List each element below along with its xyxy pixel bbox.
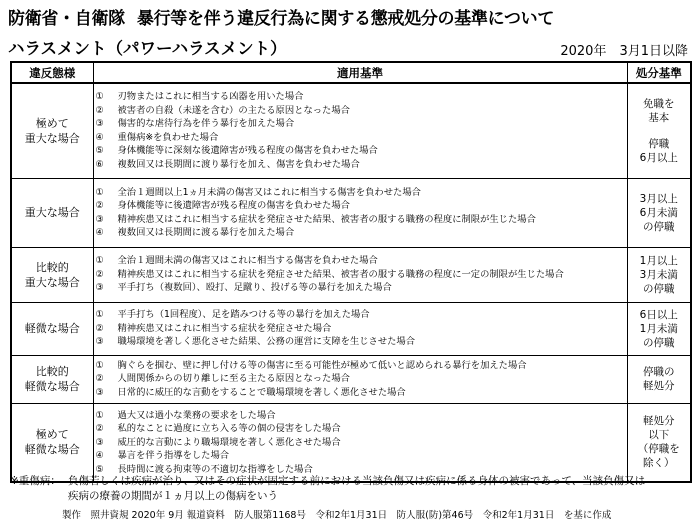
criteria-number: ① xyxy=(95,91,104,103)
penalty-line: 軽処分 xyxy=(643,415,675,428)
criteria-text: 暴言を伴う指導をした場合 xyxy=(117,450,230,461)
criteria-number: ① xyxy=(95,186,104,198)
table-body xyxy=(11,83,691,482)
category-line: 極めて xyxy=(35,428,69,442)
criteria-item xyxy=(94,322,627,336)
criteria-list xyxy=(93,403,627,482)
criteria-item xyxy=(94,199,627,213)
criteria-item xyxy=(94,386,627,400)
page-title xyxy=(8,4,698,29)
penalty-standard xyxy=(627,178,691,247)
table-row xyxy=(11,355,691,403)
category-line: 軽微な場合 xyxy=(24,443,80,457)
criteria-text: 全治１週間以上1ヵ月未満の傷害又はこれに相当する傷害を負わせた場合 xyxy=(117,186,421,198)
category-line: 重大な場合 xyxy=(24,131,80,145)
criteria-list xyxy=(93,247,627,302)
criteria-item xyxy=(94,144,627,158)
col-header-criteria: 適用基準 xyxy=(93,62,627,83)
penalty-line: （停職を xyxy=(637,443,680,456)
penalty-standard xyxy=(627,403,691,482)
penalty-standard xyxy=(627,83,691,178)
criteria-text: 複数回又は長期間に渡り暴行を加え、傷害を負わせた場合 xyxy=(117,158,360,170)
criteria-item xyxy=(94,226,627,240)
category-line: 軽微な場合 xyxy=(24,322,80,335)
penalty-line: 免職を xyxy=(643,97,675,110)
criteria-item xyxy=(94,281,627,295)
criteria-item xyxy=(94,90,627,104)
footnote xyxy=(10,474,695,504)
violation-category xyxy=(11,247,93,302)
criteria-number: ③ xyxy=(95,336,104,348)
criteria-number: ① xyxy=(95,359,104,371)
penalty-line: 1月未満 xyxy=(639,322,678,335)
page-subtitle: ハラスメント（パワーハラスメント） xyxy=(8,39,287,58)
penalty-line: 3月未満 xyxy=(639,268,678,281)
criteria-number: ③ xyxy=(95,386,104,398)
penalty-line: 6月未満 xyxy=(639,206,678,219)
discipline-table xyxy=(10,61,692,483)
penalty-line: 6日以上 xyxy=(639,308,678,321)
category-line: 極めて xyxy=(35,116,69,130)
penalty-line: 停職の xyxy=(643,366,675,378)
violation-category xyxy=(11,355,93,403)
criteria-item xyxy=(94,268,627,282)
criteria-text: 人間関係からの切り離しに至る主たる原因となった場合 xyxy=(117,373,350,385)
criteria-text: 傷害的な虐待行為を伴う暴行を加えた場合 xyxy=(117,118,295,130)
category-line: 比較的 xyxy=(35,260,69,274)
criteria-text: 精神疾患又はこれに相当する症状を発症させた結果、被害者の服する職務の程度に制限が生じた場合 xyxy=(117,213,536,225)
criteria-item xyxy=(94,254,627,268)
category-line: 重大な場合 xyxy=(24,206,80,219)
criteria-text: 身体機能等に後遺障害が残る程度の傷害を負わせた場合 xyxy=(117,200,350,211)
penalty-line: 3月以上 xyxy=(639,192,678,205)
violation-category xyxy=(11,178,93,247)
criteria-item xyxy=(94,449,627,463)
criteria-list xyxy=(93,302,627,355)
title-org: 防衛省・自衛隊 xyxy=(8,9,125,29)
criteria-text: 精神疾患又はこれに相当する症状を発症させた場合 xyxy=(117,322,332,334)
criteria-text: 平手打ち（1回程度）、足を踏みつける等の暴行を加えた場合 xyxy=(117,309,370,321)
criteria-text: 平手打ち（複数回）、殴打、足蹴り、投げる等の暴行を加えた場合 xyxy=(117,282,392,294)
table-row xyxy=(11,403,691,482)
table-row xyxy=(11,83,691,178)
criteria-item xyxy=(94,117,627,131)
penalty-standard xyxy=(627,355,691,403)
criteria-text: 日常的に威圧的な言動をすることで職場環境を著しく悪化させた場合 xyxy=(117,386,406,398)
category-line: 比較的 xyxy=(35,365,69,378)
criteria-number: ⑤ xyxy=(95,463,104,475)
source-credit: 製作 照井資規 2020年 9月 報道資料 防人服第1168号 令和2年1月31日 防人服(防)第46号 令和2年1月31日 を基に作成 xyxy=(62,510,612,521)
penalty-gap xyxy=(628,125,691,137)
criteria-text: 長時間に渡る拘束等の不適切な指導をした場合 xyxy=(117,463,313,475)
footnote-label: ※重傷病： xyxy=(10,475,61,487)
criteria-item xyxy=(94,308,627,322)
footnote-line-1: 負傷若しくは疾病が治り、又はその症状が固定する前における当該負傷又は疾病に係る身体の被害であって、当該負傷又は xyxy=(68,475,646,487)
violation-category xyxy=(11,83,93,178)
title-main: 暴行等を伴う違反行為に関する懲戒処分の基準について xyxy=(136,9,555,29)
penalty-line: 1月以上 xyxy=(639,254,678,267)
penalty-line: 除く） xyxy=(643,457,675,470)
criteria-number: ③ xyxy=(95,436,104,448)
criteria-item xyxy=(94,104,627,118)
criteria-number: ② xyxy=(95,423,104,434)
criteria-item xyxy=(94,158,627,172)
table-row xyxy=(11,178,691,247)
criteria-text: 私的なことに過度に立ち入る等の個の侵害をした場合 xyxy=(117,423,341,434)
criteria-text: 被害者の自殺（未遂を含む）の主たる原因となった場合 xyxy=(117,104,350,116)
criteria-number: ⑥ xyxy=(95,158,104,170)
criteria-text: 精神疾患又はこれに相当する症状を発症させた結果、被害者の服する職務の程度に一定の制限が生じた場合 xyxy=(117,268,564,280)
criteria-list xyxy=(93,355,627,403)
criteria-item xyxy=(94,372,627,386)
criteria-number: ① xyxy=(95,409,104,421)
penalty-line: 基本 xyxy=(648,111,670,124)
criteria-text: 職場環境を著しく悪化させた結果、公務の運営に支障を生じさせた場合 xyxy=(117,336,416,348)
criteria-text: 全治１週間未満の傷害又はこれに相当する傷害を負わせた場合 xyxy=(117,255,378,267)
penalty-line: 軽処分 xyxy=(643,380,675,392)
criteria-item xyxy=(94,335,627,349)
category-line: 軽微な場合 xyxy=(24,380,80,393)
footnote-line-2: 疾病の療養の期間が１ヵ月以上の傷病をいう xyxy=(68,490,278,502)
criteria-number: ② xyxy=(95,200,104,211)
table-row xyxy=(11,247,691,302)
criteria-list xyxy=(93,83,627,178)
criteria-number: ④ xyxy=(95,227,104,238)
criteria-text: 威圧的な言動により職場環境を著しく悪化させた場合 xyxy=(117,436,341,448)
criteria-number: ② xyxy=(95,104,104,116)
criteria-text: 刃物またはこれに相当する凶器を用いた場合 xyxy=(117,91,304,103)
criteria-item xyxy=(94,436,627,450)
criteria-text: 過大又は過小な業務の要求をした場合 xyxy=(117,409,276,421)
criteria-list xyxy=(93,178,627,247)
col-header-penalty: 処分基準 xyxy=(627,62,691,83)
criteria-text: 複数回又は長期間に渡る暴行を加えた場合 xyxy=(117,227,295,238)
table-header-row xyxy=(11,62,691,83)
criteria-number: ③ xyxy=(95,282,104,294)
penalty-line: の停職 xyxy=(643,220,675,233)
effective-date: 2020年 3月1日以降 xyxy=(560,44,688,59)
criteria-item xyxy=(94,131,627,145)
criteria-number: ② xyxy=(95,373,104,385)
penalty-line: の停職 xyxy=(643,282,675,295)
category-line: 重大な場合 xyxy=(24,275,80,289)
table-row xyxy=(11,302,691,355)
criteria-number: ⑤ xyxy=(95,145,104,157)
criteria-item xyxy=(94,422,627,436)
criteria-number: ① xyxy=(95,309,104,321)
criteria-text: 身体機能等に深刻な後遺障害が残る程度の傷害を負わせた場合 xyxy=(117,145,378,157)
violation-category xyxy=(11,302,93,355)
penalty-line: 6月以上 xyxy=(639,151,678,164)
criteria-number: ④ xyxy=(95,131,104,143)
criteria-number: ② xyxy=(95,322,104,334)
penalty-line: 停職 xyxy=(648,137,670,150)
criteria-item xyxy=(94,186,627,200)
criteria-number: ② xyxy=(95,268,104,280)
penalty-standard xyxy=(627,302,691,355)
penalty-line: 以下 xyxy=(648,429,670,442)
penalty-standard xyxy=(627,247,691,302)
penalty-line: の停職 xyxy=(643,336,675,349)
violation-category xyxy=(11,403,93,482)
criteria-number: ① xyxy=(95,255,104,267)
criteria-text: 胸ぐらを掴む、壁に押し付ける等の傷害に至る可能性が極めて低いと認められる暴行を加えた場合 xyxy=(117,359,527,371)
criteria-item xyxy=(94,359,627,373)
criteria-text: 重傷病※を負わせた場合 xyxy=(117,131,219,143)
criteria-item xyxy=(94,409,627,423)
criteria-item xyxy=(94,213,627,227)
criteria-number: ③ xyxy=(95,213,104,225)
col-header-violation: 違反態様 xyxy=(11,62,93,83)
criteria-number: ③ xyxy=(95,118,104,130)
criteria-number: ④ xyxy=(95,450,104,461)
